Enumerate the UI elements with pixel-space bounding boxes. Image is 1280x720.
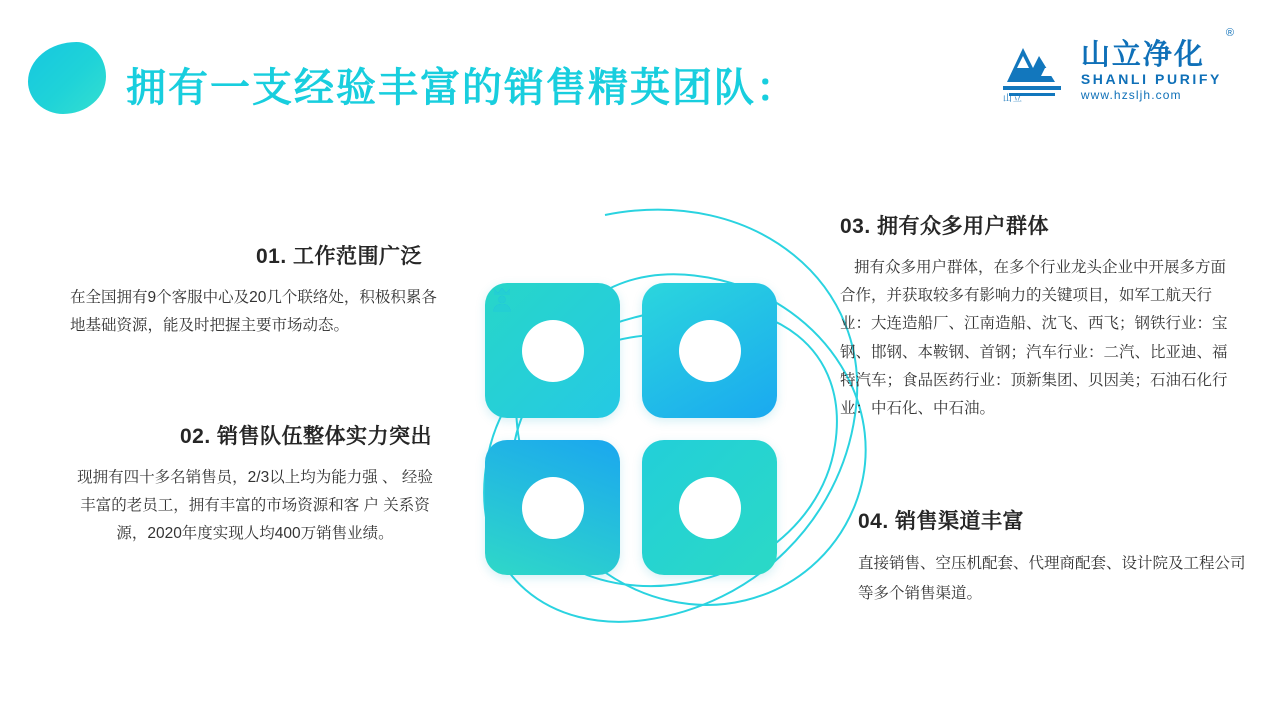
person-crown-icon	[522, 320, 584, 382]
content-block-03	[840, 210, 1240, 423]
block-01-heading: 01. 工作范围广泛	[255, 245, 422, 268]
block-03-heading: 03. 拥有众多用户群体	[840, 215, 1050, 238]
block-02-heading: 02. 销售队伍整体实力突出	[179, 425, 432, 448]
block-04-heading: 04. 销售渠道丰富	[858, 510, 1025, 533]
person-crown-icon	[679, 477, 741, 539]
tile-4[interactable]	[642, 440, 777, 575]
logo-name-en: SHANLI PURIFY	[1080, 71, 1222, 88]
logo-name-cn	[1080, 27, 1236, 71]
block-03-body: 拥有众多用户群体，在多个行业龙头企业中开展多方面合作，并获取较多有影响力的关键项目，如军工航天行业：大连造船厂、江南造船、沈飞、西飞；钢铁行业：宝钢、邯钢、本鞍钢、首钢；汽车行业：二汽、比亚迪、福特汽车；食品医药行业：顶新集团、贝因美；石油石化行业：中石化、中石油。	[840, 259, 1228, 418]
content-block-01	[70, 240, 440, 340]
block-01-body: 在全国拥有9个客服中心及20几个联络处，积极积累各地基础资源，能及时把握主要市场动态。	[70, 289, 437, 335]
page-title: 拥有一支经验丰富的销售精英团队：	[126, 66, 798, 110]
content-block-04	[858, 505, 1248, 609]
block-02-body: 现拥有四十多名销售员，2/3以上均为能力强 、 经验丰富的老员工，拥有丰富的市场资源和客 户 关系资源，2020年度实现人均400万销售业绩。	[77, 469, 433, 543]
person-crown-icon	[522, 477, 584, 539]
decorative-blob	[28, 42, 106, 114]
block-04-body: 直接销售、空压机配套、代理商配套、设计院及工程公司等多个销售渠道。	[858, 555, 1246, 603]
person-crown-icon	[679, 320, 741, 382]
icon-tile-grid	[485, 283, 805, 613]
registered-mark: ®	[1225, 27, 1236, 39]
logo-url: www.hzsljh.com	[1080, 88, 1182, 103]
tile-2[interactable]	[642, 283, 777, 418]
content-block-02	[70, 420, 440, 549]
company-logo	[999, 27, 1236, 110]
logo-mark-label: 山立	[1002, 93, 1023, 103]
logo-name-cn-text: 山立净化	[1080, 39, 1205, 71]
center-graphic	[455, 175, 895, 655]
mountain-logo-icon	[999, 38, 1073, 103]
tile-3[interactable]	[485, 440, 620, 575]
